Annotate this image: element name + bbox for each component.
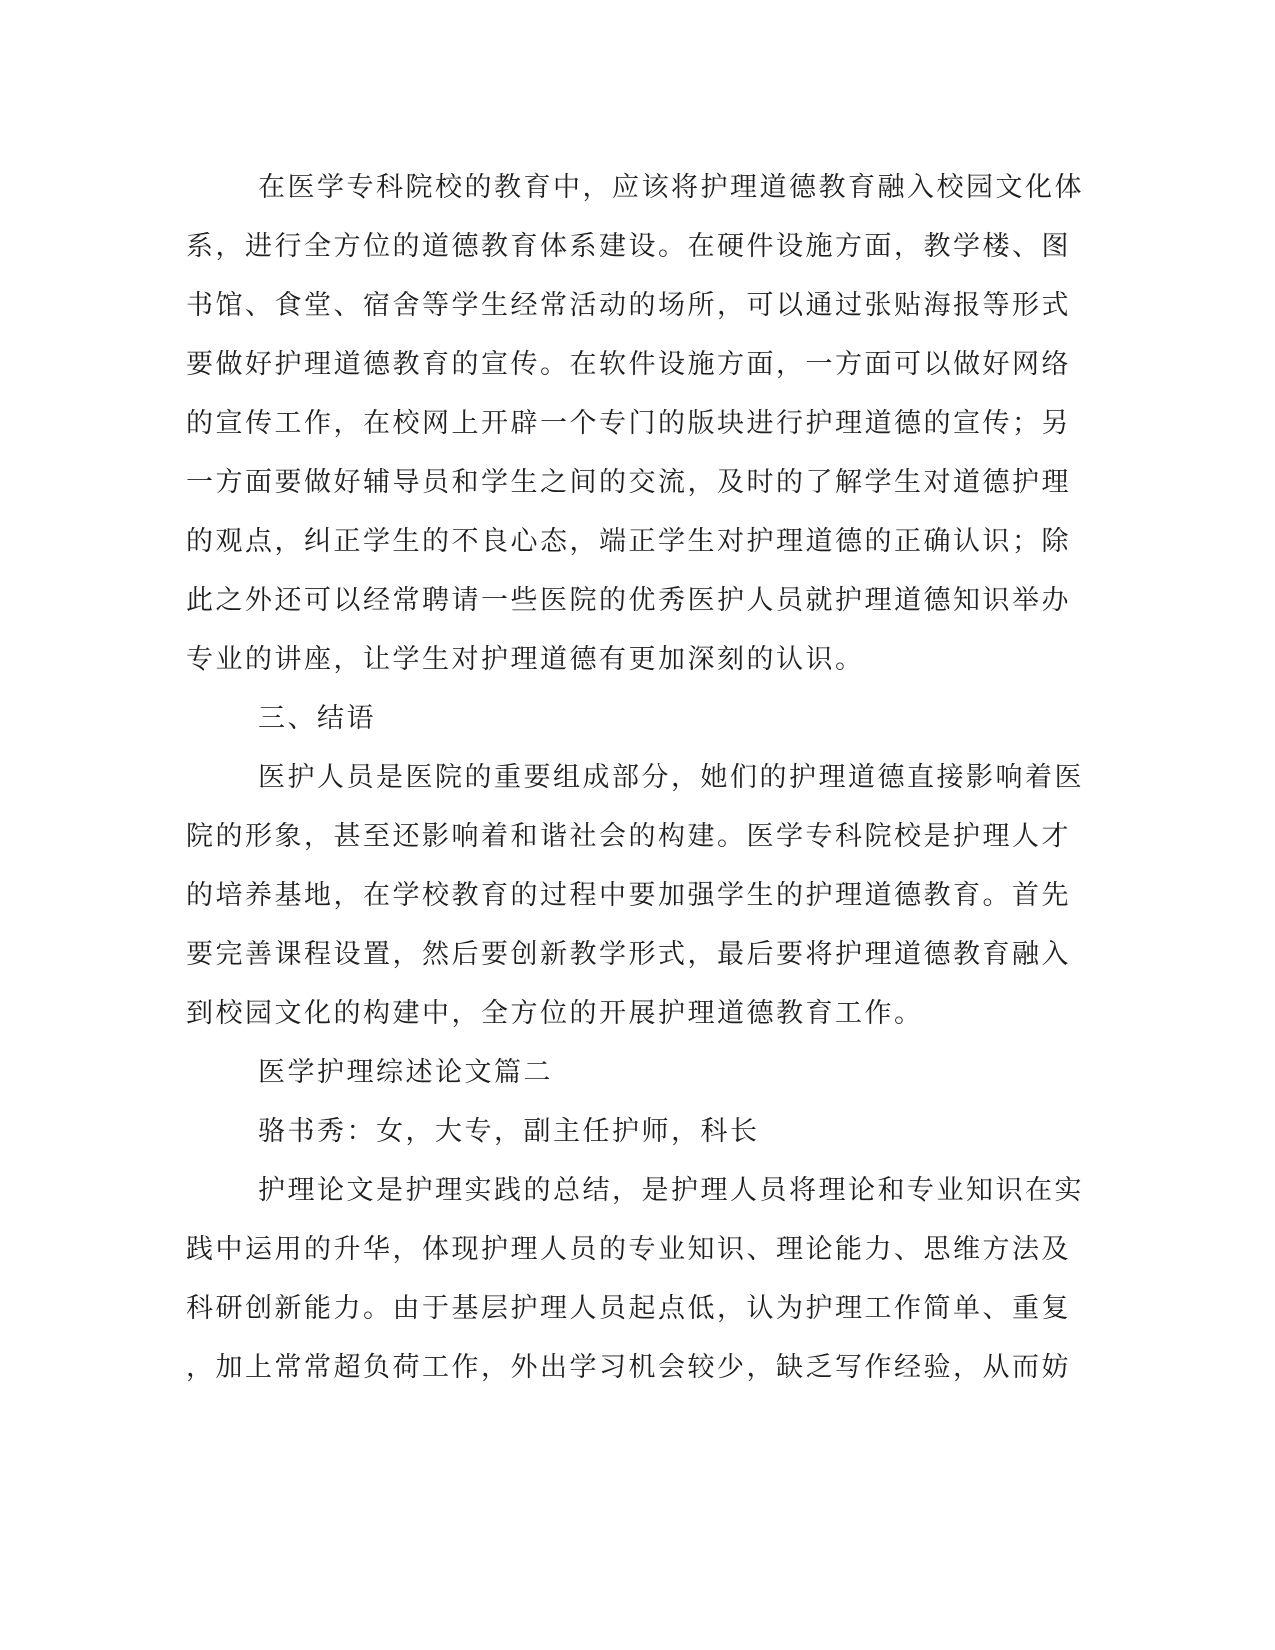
paragraph-article-two-body (186, 1161, 1084, 1397)
author-info (186, 1102, 1046, 1161)
text-line: 专业的讲座，让学生对护理道德有更加深刻的认识。 (186, 644, 865, 675)
text-line: 系，进行全方位的道德教育体系建设。在硬件设施方面，教学楼、图 (186, 231, 1071, 262)
text-line: 书馆、食堂、宿舍等学生经常活动的场所，可以通过张贴海报等形式 (186, 290, 1071, 321)
heading-text: 三、结语 (258, 703, 376, 734)
author-text: 骆书秀：女，大专，副主任护师，科长 (258, 1116, 760, 1147)
section-heading-conclusion (186, 689, 1046, 748)
text-line: 的培养基地，在学校教育的过程中要加强学生的护理道德教育。首先 (186, 880, 1071, 911)
text-line: 医护人员是医院的重要组成部分，她们的护理道德直接影响着医 (258, 762, 1084, 793)
text-line: 科研创新能力。由于基层护理人员起点低，认为护理工作简单、重复 (186, 1293, 1071, 1324)
paragraph-campus-culture (186, 158, 1084, 689)
text-line: 的宣传工作，在校网上开辟一个专门的版块进行护理道德的宣传；另 (186, 408, 1071, 439)
document-body (186, 158, 1084, 1397)
text-line: 践中运用的升华，体现护理人员的专业知识、理论能力、思维方法及 (186, 1234, 1071, 1265)
text-line: ，加上常常超负荷工作，外出学习机会较少，缺乏写作经验，从而妨 (186, 1352, 1071, 1383)
article-two-title (186, 1043, 1046, 1102)
text-line: 要完善课程设置，然后要创新教学形式，最后要将护理道德教育融入 (186, 939, 1071, 970)
paragraph-conclusion (186, 748, 1084, 1043)
text-line: 的观点，纠正学生的不良心态，端正学生对护理道德的正确认识；除 (186, 526, 1071, 557)
text-line: 到校园文化的构建中，全方位的开展护理道德教育工作。 (186, 998, 924, 1029)
text-line: 此之外还可以经常聘请一些医院的优秀医护人员就护理道德知识举办 (186, 585, 1071, 616)
text-line: 要做好护理道德教育的宣传。在软件设施方面，一方面可以做好网络 (186, 349, 1071, 380)
text-line: 在医学专科院校的教育中，应该将护理道德教育融入校园文化体 (258, 172, 1084, 203)
text-line: 一方面要做好辅导员和学生之间的交流，及时的了解学生对道德护理 (186, 467, 1071, 498)
text-line: 护理论文是护理实践的总结，是护理人员将理论和专业知识在实 (258, 1175, 1084, 1206)
title-text: 医学护理综述论文篇二 (258, 1057, 553, 1088)
text-line: 院的形象，甚至还影响着和谐社会的构建。医学专科院校是护理人才 (186, 821, 1071, 852)
